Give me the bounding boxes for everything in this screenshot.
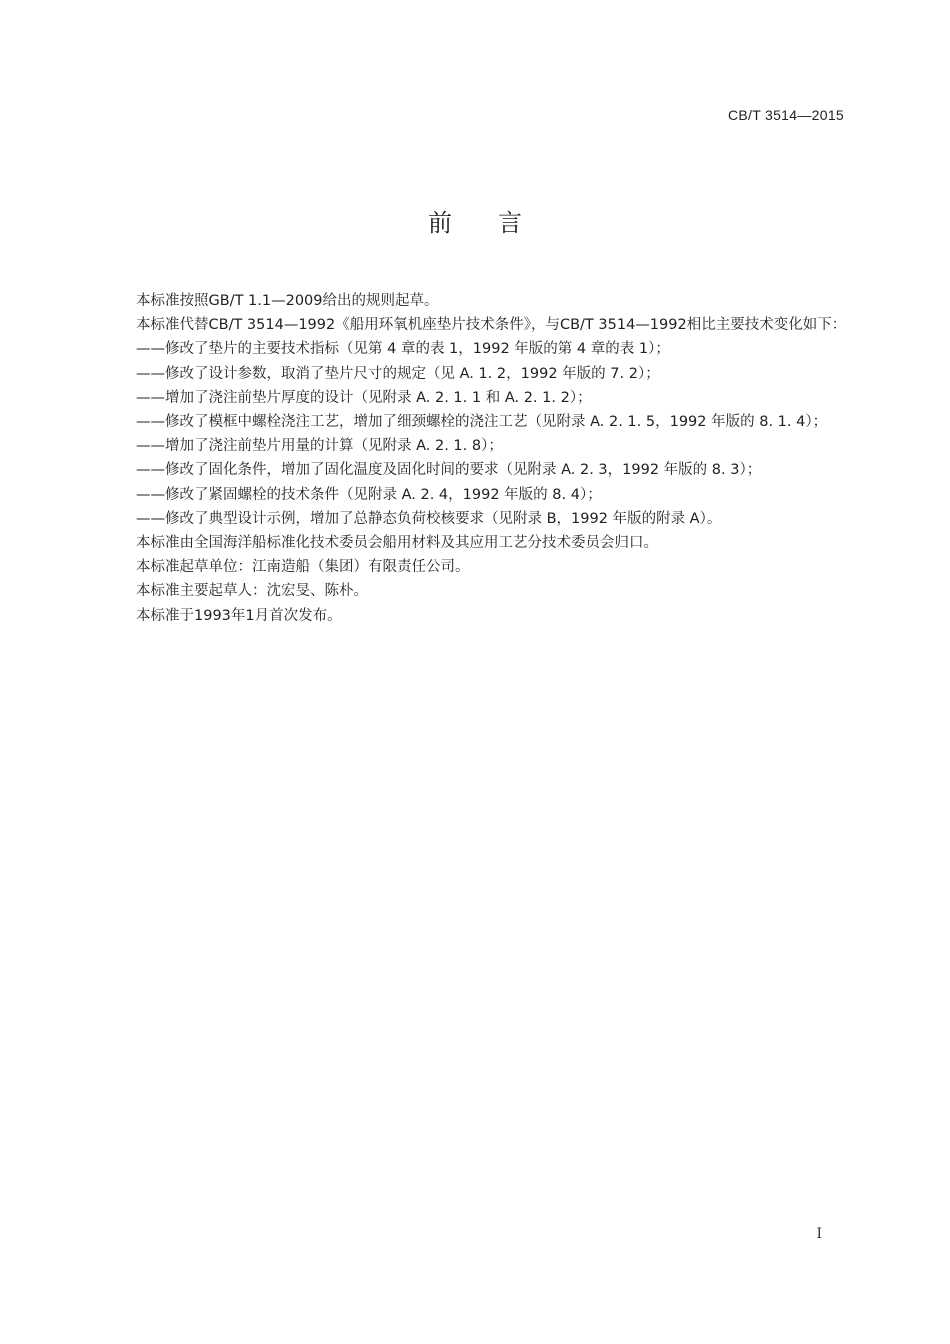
closing-paragraph-drafting-unit: 本标准起草单位：江南造船（集团）有限责任公司。 <box>136 559 470 576</box>
intro-paragraph-replacement: 本标准代替CB/T 3514—1992《船用环氧机座垫片技术条件》，与CB/T 3514—1992相比主要技术变化如下： <box>136 317 847 334</box>
list-item: ——修改了设计参数，取消了垫片尺寸的规定（见 A. 1. 2，1992 年版的 7. 2）； <box>136 365 660 382</box>
list-item: ——修改了典型设计示例，增加了总静态负荷校核要求（见附录 B，1992 年版的附录 A）。 <box>136 510 722 527</box>
page-title: 前言 <box>428 209 568 237</box>
closing-paragraph-committee: 本标准由全国海洋船标准化技术委员会船用材料及其应用工艺分技术委员会归口。 <box>136 535 658 552</box>
list-item: ——修改了模框中螺栓浇注工艺，增加了细颈螺栓的浇注工艺（见附录 A. 2. 1. 5，1992 年版的 8. 1. 4）； <box>136 414 828 431</box>
list-item: ——修改了垫片的主要技术指标（见第 4 章的表 1，1992 年版的第 4 章的表 1）； <box>136 341 670 358</box>
list-item: ——增加了浇注前垫片用量的计算（见附录 A. 2. 1. 8）； <box>136 438 503 455</box>
document-body <box>107 289 847 628</box>
closing-paragraph-first-release: 本标准于1993年1月首次发布。 <box>136 607 342 624</box>
document-code: CB/T 3514—2015 <box>727 107 844 123</box>
list-item: ——修改了紧固螺栓的技术条件（见附录 A. 2. 4，1992 年版的 8. 4）； <box>136 486 602 503</box>
page-number: I <box>816 1226 822 1242</box>
list-item: ——修改了固化条件，增加了固化温度及固化时间的要求（见附录 A. 2. 3，1992 年版的 8. 3）； <box>136 462 762 479</box>
intro-paragraph-drafting-rules: 本标准按照GB/T 1.1—2009给出的规则起草。 <box>136 293 439 309</box>
list-item: ——增加了浇注前垫片厚度的设计（见附录 A. 2. 1. 1 和 A. 2. 1. 2）； <box>136 389 592 406</box>
closing-paragraph-drafters: 本标准主要起草人：沈宏旻、陈朴。 <box>136 583 368 600</box>
changes-list <box>107 337 847 531</box>
